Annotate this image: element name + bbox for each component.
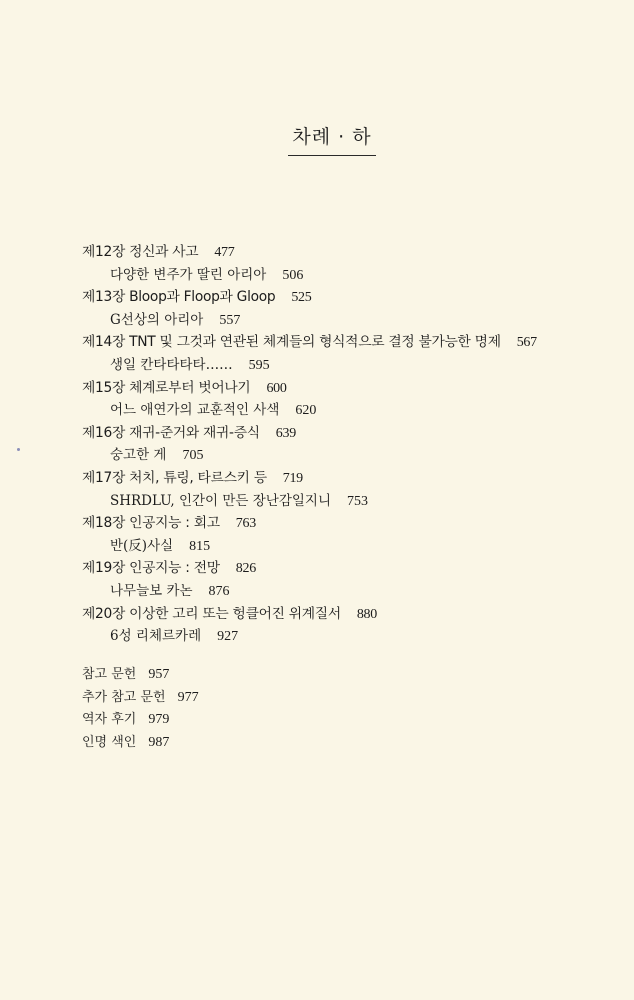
toc-page-number: 815 (189, 538, 211, 554)
toc-entry-title: 제15장 체계로부터 벗어나기 (82, 379, 251, 396)
toc-entry-title: 6성 리체르카레 (110, 628, 202, 645)
back-matter-page-number: 957 (148, 667, 170, 682)
toc-section (82, 354, 602, 377)
toc-entry-title: G선상의 아리아 (110, 311, 204, 328)
toc-page-number: 600 (266, 380, 287, 396)
toc-page-number: 705 (182, 448, 204, 464)
toc-entry-title: 생일 칸타타타타…… (110, 356, 233, 373)
toc-page-number: 639 (275, 425, 296, 441)
back-matter-title: 역자 후기 (82, 712, 137, 728)
toc-page-number: 927 (217, 629, 239, 645)
toc-chapter (82, 603, 602, 626)
toc-chapter (82, 377, 602, 400)
toc-entry-title: 제14장 TNT 및 그것과 연관된 체계들의 형식적으로 결정 불가능한 명제 (82, 334, 501, 351)
toc-page-number: 477 (214, 245, 235, 260)
toc-page-number: 506 (282, 267, 304, 283)
toc-page-number: 620 (295, 403, 317, 419)
back-matter-title: 인명 색인 (82, 734, 137, 750)
toc-section (82, 625, 602, 648)
back-matter-title: 추가 참고 문헌 (82, 689, 166, 705)
toc-entry-title: 나무늘보 카논 (110, 582, 193, 599)
toc-entry-title: 제16장 재귀-준거와 재귀-증식 (82, 424, 260, 441)
toc-chapter (82, 422, 602, 445)
toc-section (82, 444, 602, 467)
toc-chapter (82, 467, 602, 490)
back-matter-item (82, 664, 199, 687)
page-title: 차례 · 하 (288, 122, 375, 156)
back-matter-page-number: 987 (148, 734, 170, 750)
toc-chapter (82, 512, 602, 535)
toc-page-number: 876 (208, 583, 230, 599)
toc-entry-title: 제12장 정신과 사고 (82, 244, 199, 260)
toc-section (82, 580, 602, 603)
toc-entry-title: 숭고한 게 (110, 447, 167, 464)
toc-page-number: 595 (248, 357, 270, 373)
back-matter-item (82, 709, 199, 732)
toc-entry-title: 제20장 이상한 고리 또는 헝클어진 위계질서 (82, 605, 341, 622)
toc-chapter (82, 286, 602, 309)
toc-entry-title: 반(反)사실 (110, 537, 174, 554)
back-matter-item (82, 732, 199, 755)
table-of-contents (82, 241, 602, 648)
toc-section (82, 309, 602, 332)
title-area (0, 122, 634, 156)
toc-chapter (82, 557, 602, 580)
back-matter-page-number: 979 (148, 712, 170, 728)
toc-entry-title: 제13장 Bloop과 Floop과 Gloop (82, 289, 276, 306)
toc-entry-title: 제18장 인공지능 : 회고 (82, 515, 220, 532)
toc-page-number: 567 (516, 335, 537, 351)
toc-section (82, 535, 602, 558)
toc-page-number: 880 (356, 606, 377, 622)
toc-page-number: 826 (235, 561, 256, 577)
toc-entry-title: SHRDLU, 인간이 만든 장난감일지니 (110, 492, 331, 509)
toc-entry-title: 어느 애연가의 교훈적인 사색 (110, 402, 280, 419)
back-matter-list (82, 664, 199, 754)
toc-page-number: 719 (282, 470, 303, 486)
toc-section (82, 399, 602, 422)
toc-page-number: 753 (347, 493, 368, 509)
toc-entry-title: 제19장 인공지능 : 전망 (82, 560, 220, 577)
toc-entry-title: 제17장 처치, 튜링, 타르스키 등 (82, 469, 267, 486)
paper-speck (17, 448, 20, 451)
toc-page-number: 557 (219, 312, 241, 328)
toc-section (82, 490, 602, 513)
toc-entry-title: 다양한 변주가 딸린 아리아 (110, 266, 267, 283)
toc-page-number: 525 (291, 290, 312, 306)
toc-chapter (82, 331, 602, 354)
back-matter-item (82, 687, 199, 710)
toc-section (82, 264, 602, 287)
back-matter-page-number: 977 (177, 689, 199, 705)
toc-chapter (82, 241, 602, 264)
toc-page-number: 763 (235, 516, 256, 532)
back-matter-title: 참고 문헌 (82, 667, 137, 682)
